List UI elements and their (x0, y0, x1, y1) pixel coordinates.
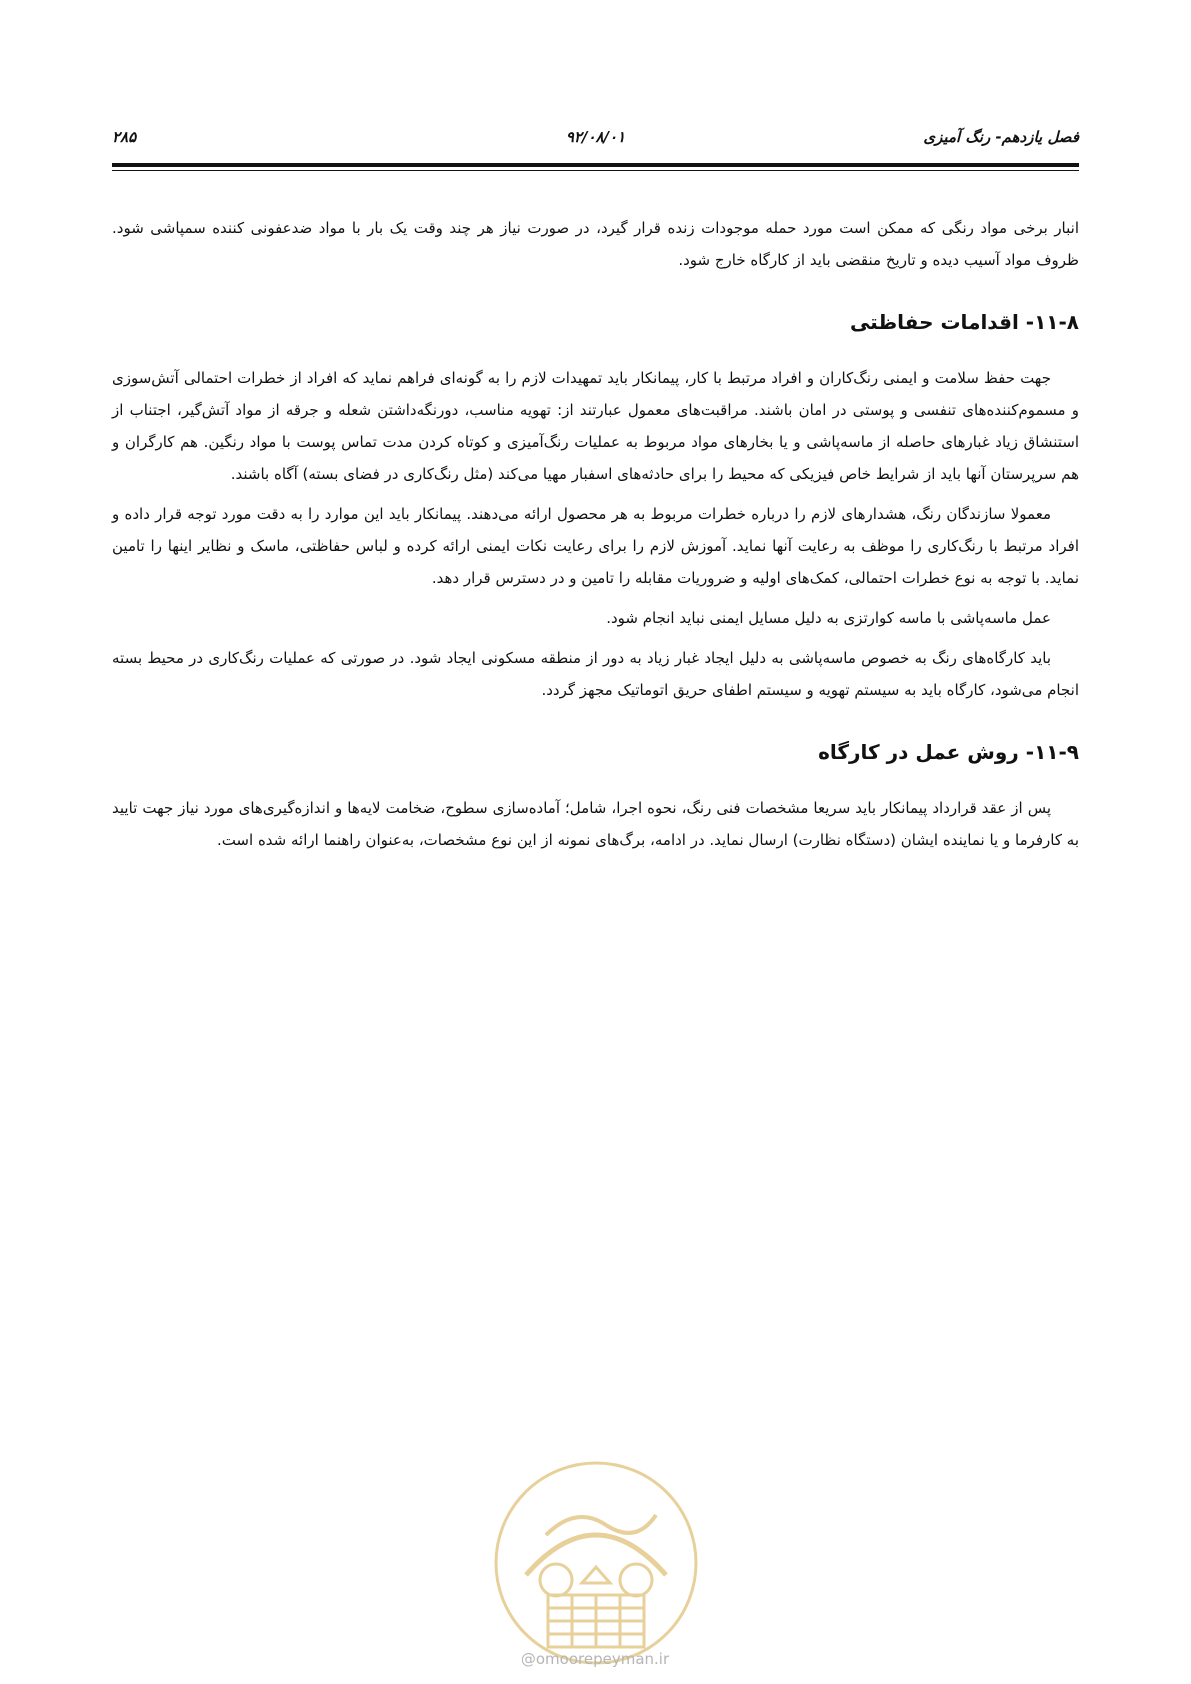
page-header (112, 128, 1079, 152)
paragraph: جهت حفظ سلامت و ایمنی رنگ‌کاران و افراد مرتبط با کار، پیمانکار باید تمهیدات لازم را به گونه‌ای فراهم نماید که افراد از خطرات احتمالی آتش‌سوزی و مسموم‌کننده‌های تنفسی و پوستی در امان باشند. مراقبت‌های معمول عبارتند از: تهویه مناسب، دورنگه‌داشتن شعله و جرقه از مواد آتش‌گیر، اجتناب از استنشاق زیاد غبارهای حاصله از ماسه‌پاشی و یا بخارهای مواد مربوط به عملیات رنگ‌آمیزی و کوتاه کردن مدت تماس پوست با مواد رنگین. هم کارگران و هم سرپرستان آنها باید از شرایط خاص فیزیکی که محیط را برای حادثه‌های اسفبار مهیا می‌کند (مثل رنگ‌کاری در فضای بسته) آگاه باشند. (112, 369, 1079, 483)
paragraph: پس از عقد قرارداد پیمانکار باید سریعا مشخصات فنی رنگ، نحوه اجرا، شامل؛ آماده‌سازی سطوح، ضخامت لایه‌ها و اندازه‌گیری‌های مورد نیاز جهت تایید به کارفرما و یا نماینده ایشان (دستگاه نظارت) ارسال نماید. در ادامه، برگ‌های نمونه از این نوع مشخصات، به‌عنوان راهنما ارائه شده است. (112, 799, 1079, 849)
paragraph: باید کارگاه‌های رنگ به خصوص ماسه‌پاشی به دلیل ایجاد غبار زیاد به دور از منطقه مسکونی ایجاد شود. در صورتی که عملیات رنگ‌کاری در محیط بسته انجام می‌شود، کارگاه باید به سیستم تهویه و سیستم اطفای حریق اتوماتیک مجهز گردد. (112, 649, 1079, 699)
watermark-website: @omoorepeyman.ir (520, 1650, 670, 1668)
paragraph: معمولا سازندگان رنگ، هشدارهای لازم را درباره خطرات مربوط به هر محصول ارائه می‌دهند. پیمانکار باید این موارد را به دقت مورد توجه قرار داده و افراد مرتبط با رنگ‌کاری را موظف به رعایت آنها نماید. آموزش لازم را برای رعایت نکات ایمنی ارائه کرده و لباس حفاظتی، ماسک و نظایر اینها را تامین نماید. با توجه به نوع خطرات احتمالی، کمک‌های اولیه و ضروریات مقابله را تامین و در دسترس قرار دهد. (112, 505, 1079, 587)
watermark-logo (486, 1455, 706, 1675)
intro-paragraph: انبار برخی مواد رنگی که ممکن است مورد حمله موجودات زنده قرار گیرد، در صورت نیاز هر چند وقت یک بار با مواد ضدعفونی کننده سمپاشی شود. ظروف مواد آسیب دیده و تاریخ منقضی باید از کارگاه خارج شود. (112, 219, 1079, 269)
at-icon: @ (520, 1650, 536, 1668)
paragraph: عمل ماسه‌پاشی با ماسه کوارتزی به دلیل مسایل ایمنی نباید انجام شود. (606, 609, 1051, 627)
header-rule-thin (112, 170, 1079, 171)
section-heading-8: ۱۱-۸- اقدامات حفاظتی (849, 310, 1079, 334)
document-body (112, 212, 1079, 856)
section-heading-9: ۱۱-۹- روش عمل در کارگاه (818, 740, 1079, 764)
page-number: ۲۸۵ (112, 128, 137, 146)
header-date: ۹۲/۰۸/۰۱ (565, 128, 626, 146)
chapter-title: فصل یازدهم- رنگ آمیزی (923, 128, 1079, 146)
header-rule-thick (112, 163, 1079, 167)
